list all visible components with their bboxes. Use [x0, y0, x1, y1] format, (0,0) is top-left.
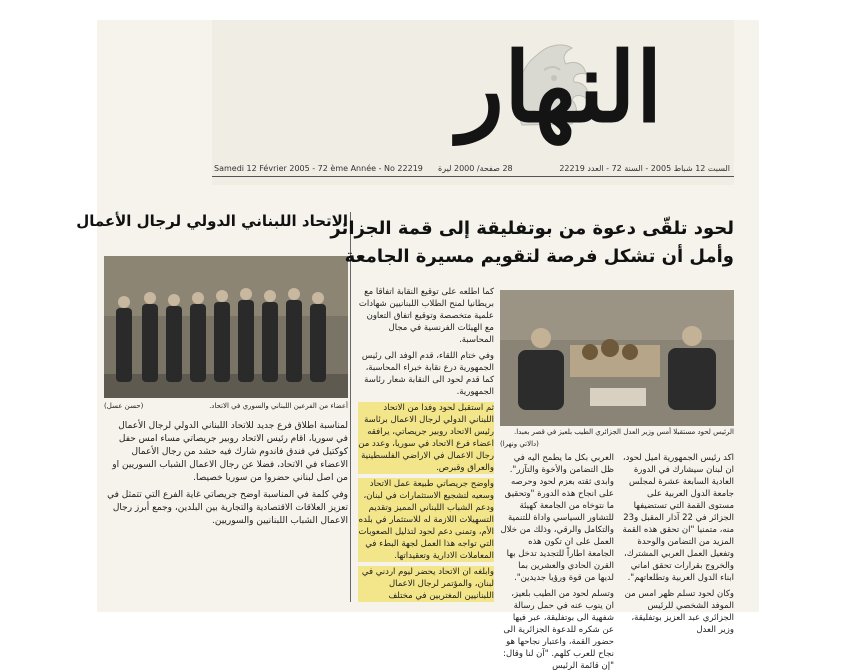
main-column-a-paragraph: كما اطلعه على توقيع النقابة اتفاقا مع بريطانيا لمنح الطلاب اللبنانيين شهادات علمية متخصصة وتوقيع اتفاق التعاون مع الهيئات الفرنسية في مجال المحاسبة.: [358, 287, 494, 345]
dateline-price: 28 صفحة/ 2000 ليرة: [438, 164, 513, 173]
main-photo-caption: الرئيس لحود مستقبلا أمس وزير العدل الجزائري الطيب بلعيز في قصر بعبدا.: [514, 428, 734, 436]
left-article-body: [104, 420, 348, 572]
main-article-column-b: [500, 452, 614, 671]
main-article-headline-line2: وأمل أن تشكل فرصة لتقويم مسيرة الجامعة: [344, 246, 734, 267]
main-column-b-paragraph: العربي بكل ما يطمح اليه في ظل التضامن والأخوة والتآزر". وابدى ثقته بعزم لحود وحرصه على انجاح هذه الدورة "وتحقيق ما نتوخاه من الجامعة كهيئة للتشاور السياسي واداة للتنمية والتكامل والرقي، وذلك من خلال العمل على ان تكون هذه الجامعة اطاراً للتجديد تدخل بها القرن الحادي والعشرين بما لديها من قوة ورؤيا جديدين".: [500, 453, 614, 583]
left-photo-caption: أعضاء من الفرعين اللبناني والسوري في الاتحاد.: [209, 402, 348, 410]
main-column-a-highlighted-paragraph: وابلغه ان الاتحاد يحضر ليوم اردني في لبنان، والمؤتمر لرجال الاعمال اللبنانيين المغتربين في مختلف: [358, 566, 494, 602]
meeting-photo-image: [500, 290, 734, 426]
main-photo-credit: (دالاتي ونهرا): [500, 440, 539, 448]
main-article-column-a: [358, 286, 494, 606]
main-column-b-paragraph: وتسلم لحود من الطيب بلعيز، ان ينوب عنه في حمل رسالة شفهية الى بوتفليقة، عبر فيها عن شكره للدعوة الجزائرية الى حضور القمة، واعتبار نجاحها هو نجاح للعرب كلهم. "آن لنا وقال: "إن قائمة الرئيس: [503, 589, 614, 671]
main-column-c-paragraph: اكد رئيس الجمهورية اميل لحود، ان لبنان سيشارك في الدورة العادية السابعة عشرة لمجلس جامعة الدول العربية على مستوى القمة التي تستضيفها الجزائر في 22 آذار المقبل و23 منه، متمنيا "ان تحقق هذه القمة المزيد من التضامن والوحدة وتفعيل العمل العربي المشترك، والخروج بقرارات تحقق اماني ابناء الدول العربية وتطلعاتهم".: [622, 453, 734, 583]
main-column-a-highlighted-paragraph: واوضح جريصاتي طبيعة عمل الاتحاد وسعيه لتشجيع الاستثمارات في لبنان، ودعم الشباب اللبناني المميز وتقديم التسهيلات اللازمة له للاستثمار في بلده الأم، وتمنى دعم لحود لتذليل الصعوبات التي تواجه هذا العمل لجهة البطء في المعاملات الادارية وتعقيداتها.: [358, 479, 494, 561]
main-article-column-c: [620, 452, 734, 635]
left-body-paragraph: وفي كلمة في المناسبة اوضح جريصاتي غاية الفرع التي تتمثل في تعزيز العلاقات الاقتصادية والتجارية بين البلدين، وجمع أبرز رجال الاعمال الشباب اللبنانيين والسوريين.: [107, 490, 348, 526]
group-photo-image: [104, 256, 348, 398]
main-article-photo: [500, 290, 734, 426]
main-column-a-highlighted-paragraph: ثم استقبل لحود وفدا من الاتحاد اللبناني الدولي لرجال الاعمال برئاسة رئيس الاتحاد روبير جريصاتي، يرافقه اعضاء فرع الاتحاد في سوريا، وعدد من رجال الاعمال في الاراضي الفلسطينية والعراق وقبرص.: [358, 403, 494, 473]
left-body-paragraph: لمناسبة اطلاق فرع جديد للاتحاد اللبناني الدولي لرجال الأعمال في سوريا، اقام رئيس الاتحاد روبير جريصاتي مساء امس حفل كوكتيل في فندق فاندوم شارك فيه حشد من رجال الأعمال الاعضاء في الاتحاد، فضلا عن رجال الاعمال الشباب السوريين او من اصل لبناني حضروا من سوريا خصيصا.: [112, 421, 348, 483]
dateline-arabic: السبت 12 شباط 2005 - السنة 72 - العدد 22219: [559, 164, 730, 173]
masthead-title: النهار: [457, 31, 663, 144]
main-column-a-paragraph: وفي ختام اللقاء، قدم الوفد الى رئيس الجمهورية درع نقابة خبراء المحاسبة، كما قدم لحود الى النقابة شعار رئاسة الجمهورية.: [361, 351, 494, 397]
main-column-c-paragraph: وكان لحود تسلم ظهر امس من الموفد الشخصي للرئيس الجزائري عبد العزيز بوتفليقة، وزير العدل: [624, 589, 734, 635]
dateline-french: Samedi 12 Février 2005 - 72 ème Année - No 22219: [214, 164, 423, 173]
column-divider: [350, 212, 351, 602]
left-photo-credit: (حسن عسل): [104, 402, 144, 410]
left-article-photo: [104, 256, 348, 398]
left-article-headline: الاتحاد اللبناني الدولي لرجال الأعمال: [76, 212, 348, 230]
header-rule: [212, 176, 734, 177]
main-article-headline-line1: لحود تلقّى دعوة من بوتفليقة إلى قمة الجزائر: [330, 218, 734, 239]
